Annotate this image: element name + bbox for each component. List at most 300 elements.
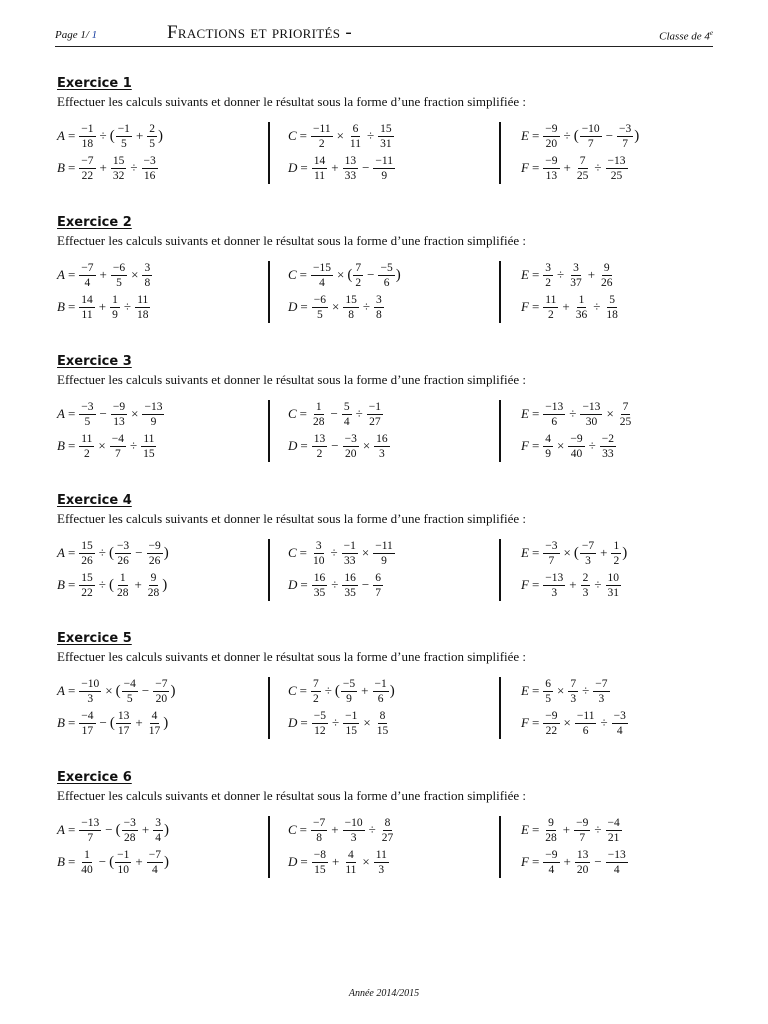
- denominator: 35: [344, 586, 356, 599]
- fraction: [147, 710, 163, 737]
- parenthesis: ): [163, 544, 169, 561]
- numerator: −1: [345, 709, 358, 722]
- expression-label: B: [57, 715, 65, 730]
- denominator: 11: [313, 169, 326, 182]
- denominator: 4: [319, 276, 325, 289]
- numerator: −3: [545, 539, 558, 552]
- numerator: 16: [344, 571, 356, 584]
- operator: ÷: [594, 160, 602, 175]
- numerator: 1: [119, 571, 126, 584]
- operator: ×: [336, 128, 344, 143]
- numerator: −1: [368, 400, 381, 413]
- operator: +: [98, 299, 107, 314]
- operator: ÷: [355, 406, 363, 421]
- denominator: 3: [582, 586, 589, 599]
- denominator: 5: [545, 692, 552, 705]
- numerator: −11: [313, 122, 331, 135]
- fraction: [575, 155, 591, 182]
- expression-label: B: [57, 854, 65, 869]
- fraction: [147, 849, 163, 876]
- expression-d: [288, 707, 391, 739]
- fraction: [111, 155, 127, 182]
- fraction: [79, 817, 101, 844]
- fraction: [580, 123, 602, 150]
- equals-sign: =: [531, 438, 540, 453]
- numerator: 11: [545, 293, 557, 306]
- column-divider: [499, 539, 501, 601]
- expression-a: [57, 120, 163, 152]
- denominator: 3: [585, 554, 591, 567]
- numerator: −1: [117, 122, 130, 135]
- column-divider: [268, 122, 270, 184]
- numerator: −1: [343, 539, 356, 552]
- equals-sign: =: [300, 299, 308, 314]
- denominator: 28: [545, 831, 557, 844]
- numerator: 1: [315, 400, 322, 413]
- operator: ÷: [129, 438, 138, 453]
- numerator: −9: [545, 154, 558, 167]
- fraction: [353, 262, 363, 289]
- numerator: 15: [81, 571, 93, 584]
- fraction: [568, 678, 578, 705]
- page-footer: Année 2014/2015: [348, 988, 420, 999]
- fraction: [146, 572, 162, 599]
- numerator: −4: [81, 709, 94, 722]
- numerator: 11: [143, 432, 155, 445]
- operator: +: [331, 160, 339, 175]
- equals-sign: =: [67, 406, 76, 421]
- expression-label: D: [288, 854, 298, 869]
- denominator: 7: [579, 831, 586, 844]
- exercise-instruction: Effectuer les calculs suivants et donner le résultat sous la forme d’une fraction simplifiée :: [57, 233, 527, 248]
- numerator: 3: [375, 293, 382, 306]
- operator: +: [563, 160, 571, 175]
- denominator: 31: [607, 586, 620, 599]
- fraction: [618, 401, 634, 428]
- expression-label: C: [288, 406, 297, 421]
- numerator: −9: [570, 432, 583, 445]
- fraction: [116, 710, 132, 737]
- document-title: Fractions et priorités -: [167, 22, 352, 43]
- denominator: 18: [137, 308, 149, 321]
- numerator: −3: [81, 400, 94, 413]
- fraction: [543, 155, 559, 182]
- operator: ×: [606, 406, 614, 421]
- numerator: −3: [116, 539, 130, 552]
- equals-sign: =: [67, 160, 76, 175]
- expression-label: B: [57, 299, 65, 314]
- operator: −: [594, 854, 602, 869]
- operator: +: [134, 577, 142, 592]
- page-total-link[interactable]: 1: [91, 29, 98, 41]
- numerator: 11: [137, 293, 149, 306]
- column-divider: [268, 261, 270, 323]
- fraction: [378, 262, 394, 289]
- equals-sign: =: [531, 299, 540, 314]
- numerator: 14: [81, 293, 93, 306]
- denominator: 40: [81, 863, 93, 876]
- denominator: 13: [545, 169, 558, 182]
- numerator: 13: [117, 709, 130, 722]
- numerator: −2: [601, 432, 615, 445]
- numerator: −6: [313, 293, 326, 306]
- fraction: [79, 678, 101, 705]
- parenthesis: (: [334, 682, 340, 699]
- fraction: [568, 262, 584, 289]
- column-divider: [499, 816, 501, 878]
- column-divider: [268, 539, 270, 601]
- denominator: 10: [117, 863, 130, 876]
- fraction: [606, 849, 628, 876]
- exercise-5: [57, 631, 712, 737]
- denominator: 2: [316, 447, 323, 460]
- equals-sign: =: [531, 128, 540, 143]
- equals-sign: =: [299, 128, 308, 143]
- denominator: 7: [87, 831, 94, 844]
- operator: ×: [131, 267, 139, 282]
- fraction: [342, 572, 358, 599]
- numerator: 6: [375, 571, 381, 584]
- numerator: 7: [622, 400, 629, 413]
- expression-label: A: [57, 545, 65, 560]
- expression-label: D: [288, 299, 298, 314]
- fraction: [543, 678, 553, 705]
- expression-label: F: [521, 854, 529, 869]
- fraction: [606, 155, 628, 182]
- numerator: −7: [81, 261, 94, 274]
- denominator: 26: [117, 554, 129, 567]
- fraction: [378, 123, 394, 150]
- fraction: [367, 401, 383, 428]
- denominator: 5: [116, 276, 122, 289]
- denominator: 20: [155, 692, 168, 705]
- numerator: 13: [344, 154, 357, 167]
- numerator: −13: [607, 848, 626, 861]
- expression-e: [521, 120, 639, 152]
- numerator: 5: [343, 400, 350, 413]
- expression-a: [57, 398, 165, 430]
- fraction: [373, 155, 395, 182]
- numerator: −4: [607, 816, 620, 829]
- denominator: 35: [313, 586, 326, 599]
- denominator: 33: [602, 447, 614, 460]
- parenthesis: ): [162, 576, 168, 593]
- expression-label: E: [521, 406, 529, 421]
- fraction: [580, 540, 596, 567]
- denominator: 17: [117, 724, 130, 737]
- fraction: [142, 262, 152, 289]
- denominator: 17: [81, 724, 94, 737]
- expression-f: [521, 291, 621, 323]
- denominator: 4: [151, 863, 158, 876]
- numerator: −11: [576, 709, 595, 722]
- operator: +: [135, 854, 143, 869]
- expression-b: [57, 569, 167, 601]
- numerator: 1: [578, 293, 585, 306]
- numerator: −3: [123, 816, 136, 829]
- numerator: −8: [313, 848, 326, 861]
- fraction: [342, 540, 358, 567]
- fraction: [599, 262, 615, 289]
- numerator: −13: [582, 400, 601, 413]
- fraction: [373, 540, 395, 567]
- exercise-title: Exercice 4: [57, 493, 132, 508]
- expression-label: C: [288, 128, 297, 143]
- fraction: [575, 849, 591, 876]
- operator: ÷: [331, 715, 340, 730]
- fraction: [543, 294, 558, 321]
- operator: −: [362, 160, 370, 175]
- numerator: 7: [579, 154, 586, 167]
- fraction: [606, 817, 622, 844]
- equals-sign: =: [300, 577, 308, 592]
- fraction: [543, 262, 553, 289]
- numerator: −7: [581, 539, 595, 552]
- denominator: 5: [84, 415, 91, 428]
- numerator: −13: [545, 571, 564, 584]
- numerator: −7: [81, 154, 94, 167]
- expression-grid: [57, 398, 712, 464]
- fraction: [311, 401, 327, 428]
- fraction: [580, 401, 602, 428]
- expression-f: [521, 430, 617, 462]
- denominator: 28: [124, 831, 136, 844]
- fraction: [135, 294, 151, 321]
- fraction: [593, 678, 609, 705]
- operator: ×: [131, 406, 139, 421]
- fraction: [79, 710, 95, 737]
- denominator: 21: [607, 831, 620, 844]
- fraction: [343, 849, 358, 876]
- operator: +: [361, 683, 369, 698]
- exercise-6: [57, 770, 712, 876]
- operator: −: [135, 545, 143, 560]
- fraction: [116, 123, 132, 150]
- operator: ÷: [569, 406, 577, 421]
- operator: −: [105, 822, 113, 837]
- expression-d: [288, 569, 384, 601]
- operator: ÷: [368, 822, 376, 837]
- denominator: 2: [545, 276, 552, 289]
- equals-sign: =: [67, 577, 76, 592]
- numerator: −3: [613, 709, 626, 722]
- equals-sign: =: [300, 160, 308, 175]
- expression-c: [288, 259, 401, 291]
- operator: −: [605, 128, 614, 143]
- denominator: 3: [598, 692, 605, 705]
- operator: −: [331, 438, 339, 453]
- operator: +: [331, 822, 339, 837]
- denominator: 5: [316, 308, 323, 321]
- denominator: 16: [143, 169, 156, 182]
- exercise-title: Exercice 5: [57, 631, 132, 646]
- denominator: 13: [113, 415, 125, 428]
- denominator: 3: [87, 692, 94, 705]
- parenthesis: ): [395, 266, 401, 283]
- expression-label: D: [288, 715, 298, 730]
- denominator: 18: [606, 308, 618, 321]
- denominator: 26: [601, 276, 613, 289]
- fraction: [574, 294, 590, 321]
- equals-sign: =: [531, 854, 540, 869]
- denominator: 22: [81, 169, 94, 182]
- fraction: [79, 540, 95, 567]
- expression-b: [57, 846, 169, 878]
- equals-sign: =: [67, 438, 76, 453]
- expression-grid: [57, 814, 712, 880]
- numerator: 6: [352, 122, 359, 135]
- exercise-instruction: Effectuer les calculs suivants et donner le résultat sous la forme d’une fraction simplifiée :: [57, 511, 527, 526]
- fraction: [311, 678, 321, 705]
- numerator: −10: [344, 816, 363, 829]
- fraction: [604, 294, 620, 321]
- expression-label: A: [57, 267, 65, 282]
- operator: ×: [331, 299, 340, 314]
- equals-sign: =: [67, 299, 76, 314]
- denominator: 3: [350, 831, 357, 844]
- expression-label: C: [288, 822, 297, 837]
- fraction: [115, 540, 131, 567]
- numerator: −4: [123, 677, 136, 690]
- expression-grid: [57, 259, 712, 325]
- operator: +: [141, 822, 150, 837]
- denominator: 28: [147, 586, 160, 599]
- denominator: 6: [383, 276, 390, 289]
- denominator: 2: [318, 137, 325, 150]
- expression-grid: [57, 537, 712, 603]
- numerator: −3: [143, 154, 156, 167]
- fraction: [311, 540, 327, 567]
- operator: +: [135, 715, 143, 730]
- expression-label: E: [521, 545, 529, 560]
- expression-label: F: [521, 438, 529, 453]
- operator: +: [562, 299, 570, 314]
- numerator: −9: [545, 122, 558, 135]
- parenthesis: (: [573, 544, 579, 561]
- expression-label: E: [521, 128, 529, 143]
- exercise-2: [57, 215, 712, 321]
- fraction: [147, 123, 157, 150]
- denominator: 27: [381, 831, 394, 844]
- denominator: 20: [576, 863, 589, 876]
- expression-c: [288, 120, 395, 152]
- expression-label: C: [288, 267, 297, 282]
- denominator: 4: [84, 276, 91, 289]
- equals-sign: =: [67, 128, 76, 143]
- denominator: 5: [120, 137, 127, 150]
- denominator: 6: [377, 692, 384, 705]
- operator: +: [135, 128, 144, 143]
- fraction: [543, 817, 559, 844]
- numerator: 3: [573, 261, 579, 274]
- numerator: 15: [81, 539, 93, 552]
- numerator: 16: [376, 432, 388, 445]
- denominator: 9: [346, 692, 352, 705]
- expression-b: [57, 152, 159, 184]
- parenthesis: (: [109, 853, 115, 870]
- fraction: [374, 433, 390, 460]
- denominator: 4: [613, 863, 620, 876]
- denominator: 9: [381, 554, 387, 567]
- denominator: 33: [344, 554, 356, 567]
- numerator: 11: [375, 848, 387, 861]
- expression-grid: [57, 675, 712, 741]
- fraction: [311, 262, 333, 289]
- numerator: 16: [313, 571, 326, 584]
- denominator: 31: [380, 137, 392, 150]
- fraction: [142, 155, 158, 182]
- fraction: [79, 155, 95, 182]
- fraction: [348, 123, 363, 150]
- denominator: 40: [570, 447, 583, 460]
- numerator: −13: [607, 154, 626, 167]
- operator: +: [99, 267, 107, 282]
- denominator: 8: [144, 276, 151, 289]
- expression-c: [288, 675, 395, 707]
- parenthesis: (: [108, 544, 114, 561]
- numerator: −5: [313, 709, 326, 722]
- numerator: 8: [384, 816, 391, 829]
- fraction: [115, 572, 131, 599]
- numerator: −10: [81, 677, 100, 690]
- operator: ×: [361, 545, 370, 560]
- fraction: [612, 710, 628, 737]
- operator: ÷: [98, 577, 106, 592]
- fraction: [111, 262, 127, 289]
- numerator: −13: [545, 400, 564, 413]
- numerator: 3: [155, 816, 161, 829]
- denominator: 15: [143, 447, 155, 460]
- exercise-title: Exercice 1: [57, 76, 132, 91]
- exercise-instruction: Effectuer les calculs suivants et donner le résultat sous la forme d’une fraction simplifiée :: [57, 649, 527, 664]
- fraction: [543, 540, 559, 567]
- expression-label: C: [288, 545, 297, 560]
- fraction: [380, 817, 396, 844]
- numerator: 9: [603, 261, 610, 274]
- denominator: 28: [116, 586, 129, 599]
- numerator: 1: [613, 539, 620, 552]
- operator: ÷: [594, 822, 602, 837]
- denominator: 11: [349, 137, 361, 150]
- fraction: [543, 572, 565, 599]
- denominator: 9: [545, 447, 552, 460]
- fraction: [312, 294, 328, 321]
- denominator: 37: [570, 276, 582, 289]
- fraction: [543, 433, 553, 460]
- numerator: 7: [355, 261, 362, 274]
- fraction: [147, 540, 163, 567]
- denominator: 28: [313, 415, 325, 428]
- expression-label: A: [57, 683, 65, 698]
- denominator: 9: [112, 308, 118, 321]
- numerator: −9: [545, 709, 558, 722]
- fraction: [341, 678, 357, 705]
- denominator: 5: [149, 137, 156, 150]
- numerator: 3: [315, 539, 322, 552]
- expression-a: [57, 259, 153, 291]
- denominator: 17: [148, 724, 161, 737]
- fraction: [153, 678, 169, 705]
- numerator: 10: [607, 571, 620, 584]
- expression-label: F: [521, 715, 529, 730]
- operator: −: [361, 577, 370, 592]
- operator: ÷: [563, 128, 571, 143]
- operator: +: [563, 854, 571, 869]
- numerator: −9: [576, 816, 589, 829]
- operator: ×: [363, 715, 371, 730]
- fraction: [153, 817, 163, 844]
- exercise-1: [57, 76, 712, 182]
